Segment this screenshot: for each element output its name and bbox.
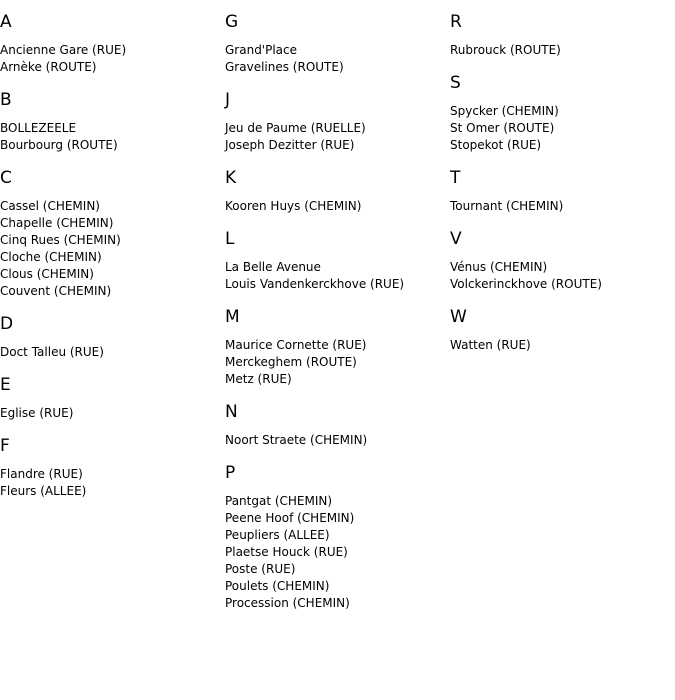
street-link[interactable]: Volckerinckhove (ROUTE): [450, 277, 602, 291]
street-list: [0, 42, 225, 76]
letter-group: [225, 402, 450, 449]
letter-group: [450, 229, 675, 293]
street-link[interactable]: Arnèke (ROUTE): [0, 60, 97, 74]
street-link[interactable]: Doct Talleu (RUE): [0, 345, 104, 359]
street-link[interactable]: Poste (RUE): [225, 562, 296, 576]
street-link[interactable]: Rubrouck (ROUTE): [450, 43, 561, 57]
letter-group: [225, 229, 450, 293]
street-list: [0, 344, 225, 361]
letter-heading: P: [225, 463, 236, 483]
letter-heading: V: [450, 229, 462, 249]
street-link[interactable]: Jeu de Paume (RUELLE): [225, 121, 366, 135]
letter-heading: D: [0, 314, 14, 334]
street-link[interactable]: Clous (CHEMIN): [0, 267, 94, 281]
letter-heading: N: [225, 402, 238, 422]
letter-group: [225, 90, 450, 154]
street-link[interactable]: Kooren Huys (CHEMIN): [225, 199, 362, 213]
street-link[interactable]: Maurice Cornette (RUE): [225, 338, 367, 352]
street-link[interactable]: Joseph Dezitter (RUE): [225, 138, 355, 152]
street-link[interactable]: Flandre (RUE): [0, 467, 83, 481]
street-list: [225, 337, 450, 388]
letter-heading: T: [450, 168, 461, 188]
letter-heading: M: [225, 307, 240, 327]
letter-group: [0, 168, 225, 300]
letter-group: [0, 12, 225, 76]
letter-heading: K: [225, 168, 237, 188]
letter-heading: L: [225, 229, 235, 249]
letter-group: [225, 463, 450, 612]
street-index-column-2: [225, 12, 450, 626]
street-list: [450, 259, 675, 293]
street-link[interactable]: Noort Straete (CHEMIN): [225, 433, 368, 447]
letter-group: [225, 307, 450, 388]
street-list: [225, 120, 450, 154]
letter-group: [225, 168, 450, 215]
street-link[interactable]: Pantgat (CHEMIN): [225, 494, 333, 508]
street-list: [0, 466, 225, 500]
street-list: [450, 42, 675, 59]
letter-heading: R: [450, 12, 462, 32]
street-list: [225, 493, 450, 612]
letter-heading: F: [0, 436, 10, 456]
street-list: [0, 120, 225, 154]
letter-group: [450, 12, 675, 59]
street-link[interactable]: Tournant (CHEMIN): [450, 199, 564, 213]
letter-group: [0, 375, 225, 422]
street-link[interactable]: Stopekot (RUE): [450, 138, 542, 152]
street-link[interactable]: St Omer (ROUTE): [450, 121, 555, 135]
letter-group: [450, 168, 675, 215]
street-link[interactable]: Chapelle (CHEMIN): [0, 216, 114, 230]
letter-group: [450, 73, 675, 154]
street-link[interactable]: Procession (CHEMIN): [225, 596, 350, 610]
street-link[interactable]: Metz (RUE): [225, 372, 292, 386]
street-link[interactable]: Cloche (CHEMIN): [0, 250, 102, 264]
letter-heading: B: [0, 90, 12, 110]
street-link[interactable]: Peene Hoof (CHEMIN): [225, 511, 355, 525]
street-link[interactable]: Spycker (CHEMIN): [450, 104, 559, 118]
letter-group: [0, 436, 225, 500]
street-link[interactable]: Fleurs (ALLEE): [0, 484, 87, 498]
street-link[interactable]: BOLLEZEELE: [0, 121, 77, 135]
street-index-column-3: [450, 12, 675, 368]
street-link[interactable]: Watten (RUE): [450, 338, 531, 352]
street-link[interactable]: Merckeghem (ROUTE): [225, 355, 357, 369]
street-link[interactable]: Gravelines (ROUTE): [225, 60, 344, 74]
street-link[interactable]: Plaetse Houck (RUE): [225, 545, 348, 559]
letter-heading: J: [225, 90, 231, 110]
street-list: [0, 405, 225, 422]
letter-heading: S: [450, 73, 461, 93]
street-link[interactable]: Vénus (CHEMIN): [450, 260, 548, 274]
letter-group: [0, 314, 225, 361]
street-link[interactable]: Eglise (RUE): [0, 406, 74, 420]
street-link[interactable]: Cassel (CHEMIN): [0, 199, 100, 213]
letter-heading: A: [0, 12, 12, 32]
street-list: [225, 432, 450, 449]
letter-group: [225, 12, 450, 76]
street-link[interactable]: Poulets (CHEMIN): [225, 579, 330, 593]
letter-group: [450, 307, 675, 354]
street-index-column-1: [0, 12, 225, 514]
street-link[interactable]: Couvent (CHEMIN): [0, 284, 112, 298]
letter-group: [0, 90, 225, 154]
street-link[interactable]: Cinq Rues (CHEMIN): [0, 233, 121, 247]
street-link[interactable]: Bourbourg (ROUTE): [0, 138, 118, 152]
street-link[interactable]: Ancienne Gare (RUE): [0, 43, 127, 57]
street-list: [0, 198, 225, 300]
street-list: [225, 198, 450, 215]
street-link[interactable]: La Belle Avenue: [225, 260, 321, 274]
letter-heading: E: [0, 375, 11, 395]
letter-heading: W: [450, 307, 467, 327]
street-link[interactable]: Peupliers (ALLEE): [225, 528, 330, 542]
street-link[interactable]: Grand'Place: [225, 43, 298, 57]
letter-heading: C: [0, 168, 12, 188]
street-list: [450, 103, 675, 154]
street-link[interactable]: Louis Vandenkerckhove (RUE): [225, 277, 405, 291]
street-list: [225, 42, 450, 76]
street-list: [225, 259, 450, 293]
street-list: [450, 337, 675, 354]
letter-heading: G: [225, 12, 239, 32]
street-list: [450, 198, 675, 215]
